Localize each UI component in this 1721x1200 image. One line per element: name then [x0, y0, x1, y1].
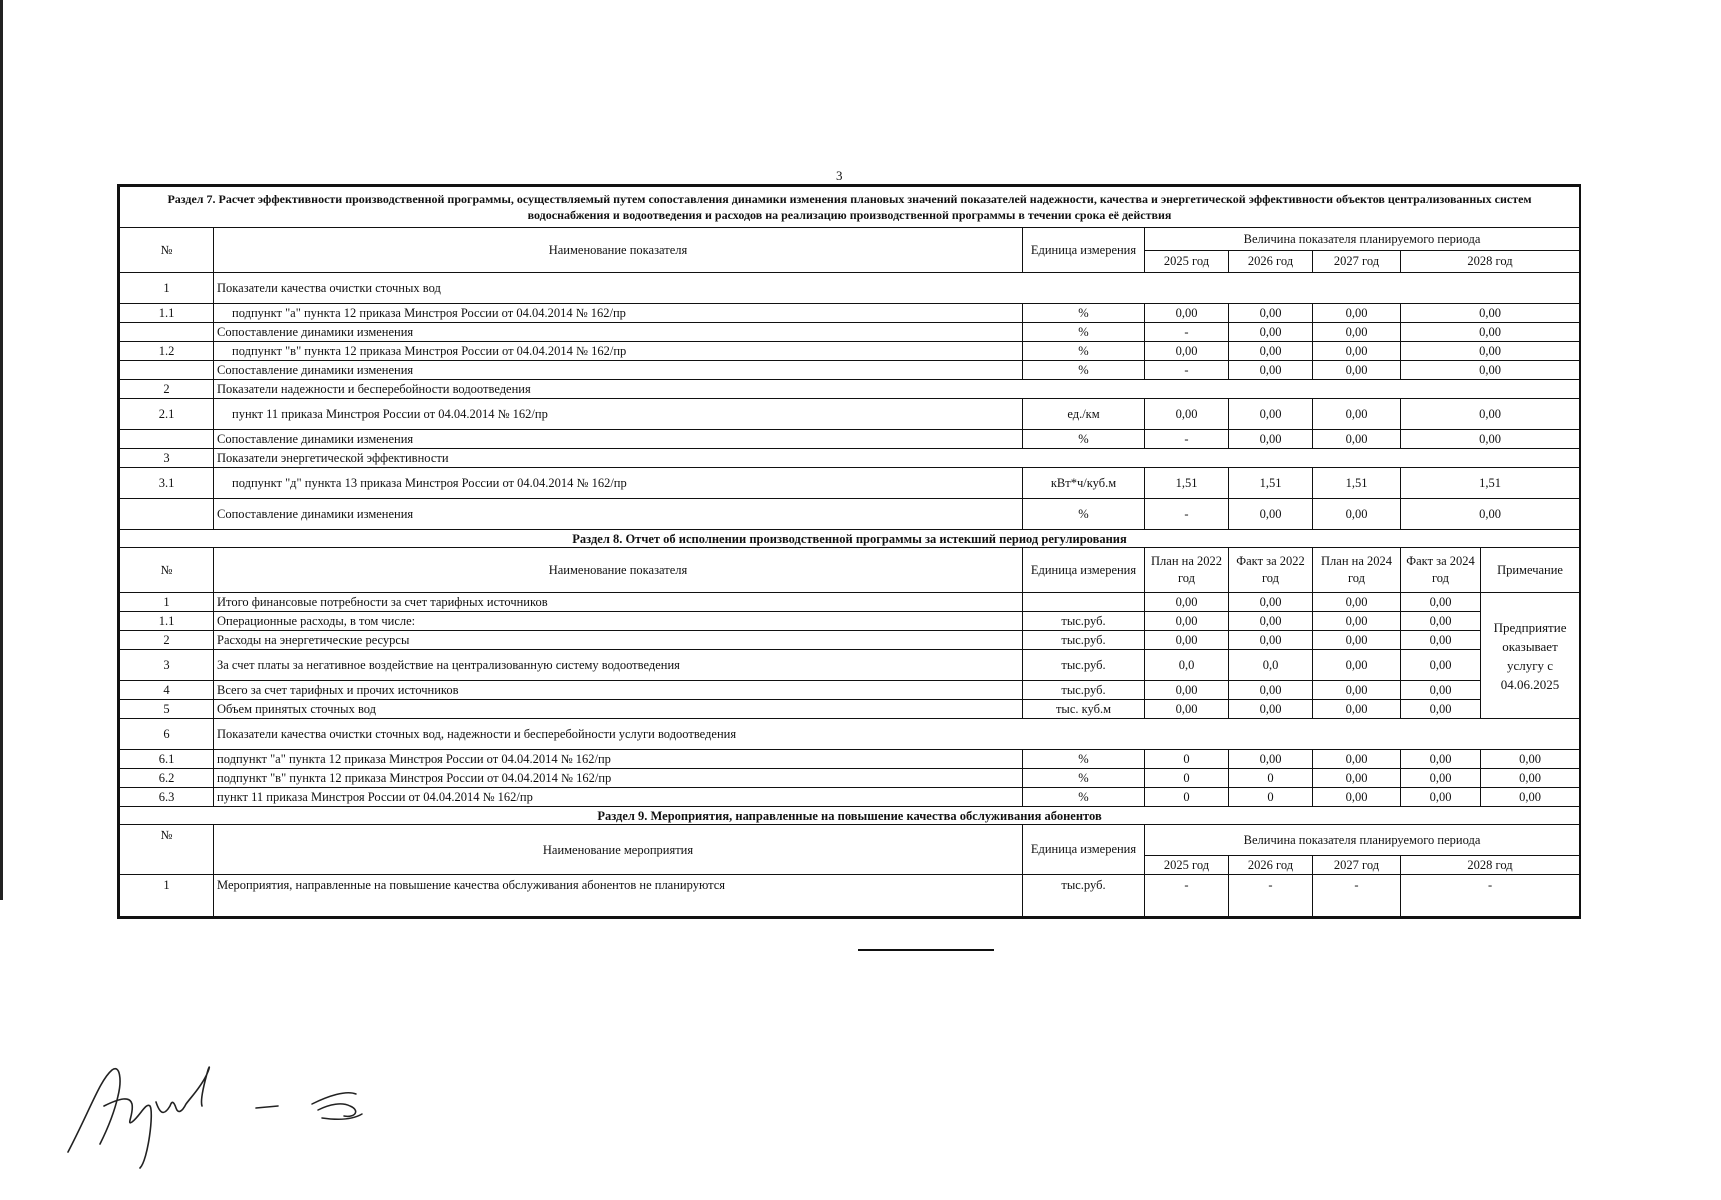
row-unit: тыс.руб. [1023, 612, 1145, 631]
section9-year-2027: 2027 год [1313, 856, 1401, 875]
row-fact-2022: 0,00 [1229, 593, 1313, 612]
table-row [120, 631, 1580, 650]
row-value-2027: 0,00 [1313, 323, 1401, 342]
row-name: Объем принятых сточных вод [214, 700, 1023, 719]
row-value-2027: 0,00 [1313, 399, 1401, 430]
row-no: 1 [120, 273, 214, 304]
row-plan-2024: 0,00 [1313, 750, 1401, 769]
row-value-2027: 1,51 [1313, 468, 1401, 499]
row-value-2027: 0,00 [1313, 304, 1401, 323]
row-unit: тыс.руб. [1023, 875, 1145, 917]
section8-col-fact-2022: Факт за 2022 год [1229, 548, 1313, 593]
row-name: Показатели качества очистки сточных вод, надежности и бесперебойности услуги водоотведения [214, 719, 1580, 750]
row-plan-2024: 0,00 [1313, 593, 1401, 612]
table-row [120, 769, 1580, 788]
row-value-2025: - [1145, 323, 1229, 342]
scan-left-edge [0, 0, 3, 900]
section8-col-name: Наименование показателя [214, 548, 1023, 593]
bottom-rule [858, 949, 994, 951]
row-value-2025: 0,00 [1145, 342, 1229, 361]
row-name: пункт 11 приказа Минстроя России от 04.04.2014 № 162/пр [214, 788, 1023, 807]
section8-col-no: № [120, 548, 214, 593]
row-no: 6.1 [120, 750, 214, 769]
row-no: 2 [120, 380, 214, 399]
row-no: 1 [120, 593, 214, 612]
row-name: Операционные расходы, в том числе: [214, 612, 1023, 631]
row-no: 6.2 [120, 769, 214, 788]
section8-col-plan-2022: План на 2022 год [1145, 548, 1229, 593]
row-plan-2022: 0 [1145, 769, 1229, 788]
row-no: 1.1 [120, 612, 214, 631]
table-row [120, 700, 1580, 719]
row-name: подпункт "а" пункта 12 приказа Минстроя России от 04.04.2014 № 162/пр [214, 304, 1023, 323]
row-no: 6 [120, 719, 214, 750]
row-value-2026: 0,00 [1229, 342, 1313, 361]
table-row [120, 430, 1580, 449]
section7-header-row-1 [120, 228, 1580, 251]
row-plan-2022: 0,00 [1145, 631, 1229, 650]
row-value-2028: 1,51 [1401, 468, 1580, 499]
row-plan-2024: 0,00 [1313, 700, 1401, 719]
row-unit: тыс.руб. [1023, 650, 1145, 681]
row-value-2026: 0,00 [1229, 323, 1313, 342]
row-fact-2024: 0,00 [1401, 650, 1481, 681]
table-row [120, 593, 1580, 612]
row-name: подпункт "в" пункта 12 приказа Минстроя России от 04.04.2014 № 162/пр [214, 342, 1023, 361]
section9-title: Раздел 9. Мероприятия, направленные на повышение качества обслуживания абонентов [120, 807, 1580, 825]
row-no [120, 323, 214, 342]
document-table-frame [117, 184, 1581, 919]
section7-col-unit: Единица измерения [1023, 228, 1145, 273]
row-fact-2022: 0,00 [1229, 631, 1313, 650]
row-fact-2024: 0,00 [1401, 593, 1481, 612]
section7-year-2027: 2027 год [1313, 250, 1401, 273]
row-value-2025: - [1145, 430, 1229, 449]
table-row [120, 361, 1580, 380]
row-name: Показатели качества очистки сточных вод [214, 273, 1580, 304]
row-unit: % [1023, 750, 1145, 769]
table-row [120, 399, 1580, 430]
section7-col-period: Величина показателя планируемого периода [1145, 228, 1580, 251]
row-value-2025: - [1145, 875, 1229, 917]
row-value-2026: 0,00 [1229, 361, 1313, 380]
section8-header-row [120, 548, 1580, 593]
row-value-2027: - [1313, 875, 1401, 917]
row-value-2027: 0,00 [1313, 342, 1401, 361]
row-plan-2022: 0,00 [1145, 681, 1229, 700]
row-value-2025: - [1145, 499, 1229, 530]
row-fact-2022: 0,00 [1229, 681, 1313, 700]
row-plan-2024: 0,00 [1313, 631, 1401, 650]
row-fact-2022: 0,00 [1229, 700, 1313, 719]
row-unit: % [1023, 769, 1145, 788]
row-name: Сопоставление динамики изменения [214, 430, 1023, 449]
row-no: 1.2 [120, 342, 214, 361]
row-fact-2022: 0,00 [1229, 612, 1313, 631]
row-name: Сопоставление динамики изменения [214, 499, 1023, 530]
table-row [120, 650, 1580, 681]
row-value-2028: 0,00 [1401, 342, 1580, 361]
table-row [120, 342, 1580, 361]
table-row [120, 468, 1580, 499]
row-name: подпункт "а" пункта 12 приказа Минстроя России от 04.04.2014 № 162/пр [214, 750, 1023, 769]
row-unit: % [1023, 304, 1145, 323]
row-unit: тыс. куб.м [1023, 700, 1145, 719]
section8-title: Раздел 8. Отчет об исполнении производственной программы за истекший период регулирования [120, 530, 1580, 548]
row-fact-2024: 0,00 [1401, 788, 1481, 807]
row-name: Расходы на энергетические ресурсы [214, 631, 1023, 650]
table-row [120, 681, 1580, 700]
row-unit: % [1023, 361, 1145, 380]
section9-year-2026: 2026 год [1229, 856, 1313, 875]
section8-col-plan-2024: План на 2024 год [1313, 548, 1401, 593]
row-value-2025: 1,51 [1145, 468, 1229, 499]
row-unit: % [1023, 430, 1145, 449]
row-name: Всего за счет тарифных и прочих источников [214, 681, 1023, 700]
row-no: 6.3 [120, 788, 214, 807]
table-row [120, 750, 1580, 769]
section7-title: Раздел 7. Расчет эффективности производственной программы, осуществляемый путем сопоставления динамики изменения плановых значений показателей надежности, качества и энергетической эффективности объектов централизованных систем водоснабжения и водоотведения и расходов на реализацию производственной программы в течении срока её действия [120, 187, 1580, 228]
row-no [120, 361, 214, 380]
row-unit: тыс.руб. [1023, 681, 1145, 700]
handwritten-signature [60, 1040, 420, 1180]
row-no: 3 [120, 650, 214, 681]
row-value-2028: 0,00 [1401, 399, 1580, 430]
row-plan-2022: 0,0 [1145, 650, 1229, 681]
row-name: Итого финансовые потребности за счет тарифных источников [214, 593, 1023, 612]
section9-col-no: № [120, 825, 214, 875]
section7-year-2025: 2025 год [1145, 250, 1229, 273]
row-name: Показатели надежности и бесперебойности водоотведения [214, 380, 1580, 399]
row-plan-2022: 0,00 [1145, 700, 1229, 719]
row-name: пункт 11 приказа Минстроя России от 04.04.2014 № 162/пр [214, 399, 1023, 430]
row-no [120, 430, 214, 449]
row-no: 1 [120, 875, 214, 917]
row-fact-2024: 0,00 [1401, 681, 1481, 700]
row-no: 3 [120, 449, 214, 468]
row-name: Мероприятия, направленные на повышение качества обслуживания абонентов не планируются [214, 875, 1023, 917]
table-row [120, 273, 1580, 304]
row-fact-2024: 0,00 [1401, 612, 1481, 631]
table-row [120, 380, 1580, 399]
row-no: 2.1 [120, 399, 214, 430]
row-name: Сопоставление динамики изменения [214, 361, 1023, 380]
row-name: подпункт "д" пункта 13 приказа Минстроя России от 04.04.2014 № 162/пр [214, 468, 1023, 499]
row-value-2026: 0,00 [1229, 499, 1313, 530]
row-name: За счет платы за негативное воздействие на централизованную систему водоотведения [214, 650, 1023, 681]
row-note: 0,00 [1481, 788, 1580, 807]
section7-year-2026: 2026 год [1229, 250, 1313, 273]
section9-year-2025: 2025 год [1145, 856, 1229, 875]
table-row [120, 788, 1580, 807]
section9-col-unit: Единица измерения [1023, 825, 1145, 875]
row-unit: % [1023, 499, 1145, 530]
row-plan-2024: 0,00 [1313, 769, 1401, 788]
table-row [120, 875, 1580, 917]
row-fact-2024: 0,00 [1401, 769, 1481, 788]
row-unit: % [1023, 788, 1145, 807]
row-value-2028: 0,00 [1401, 499, 1580, 530]
page-number: 3 [836, 168, 843, 183]
section7-title-row [120, 187, 1580, 228]
row-value-2025: 0,00 [1145, 304, 1229, 323]
row-value-2027: 0,00 [1313, 430, 1401, 449]
section8-note: Предприятие оказывает услугу с 04.06.2025 [1481, 593, 1580, 719]
row-fact-2022: 0 [1229, 769, 1313, 788]
row-note: 0,00 [1481, 750, 1580, 769]
row-value-2027: 0,00 [1313, 499, 1401, 530]
row-name: Показатели энергетической эффективности [214, 449, 1580, 468]
row-value-2025: 0,00 [1145, 399, 1229, 430]
row-value-2025: - [1145, 361, 1229, 380]
row-value-2028: 0,00 [1401, 361, 1580, 380]
table-row [120, 612, 1580, 631]
row-plan-2024: 0,00 [1313, 650, 1401, 681]
row-value-2026: 1,51 [1229, 468, 1313, 499]
table-row [120, 719, 1580, 750]
row-value-2026: 0,00 [1229, 304, 1313, 323]
row-fact-2022: 0,00 [1229, 750, 1313, 769]
row-fact-2024: 0,00 [1401, 750, 1481, 769]
row-unit: тыс.руб. [1023, 631, 1145, 650]
section8-col-note: Примечание [1481, 548, 1580, 593]
row-value-2027: 0,00 [1313, 361, 1401, 380]
row-no: 4 [120, 681, 214, 700]
row-name: подпункт "в" пункта 12 приказа Минстроя России от 04.04.2014 № 162/пр [214, 769, 1023, 788]
section7-year-2028: 2028 год [1401, 250, 1580, 273]
row-plan-2024: 0,00 [1313, 612, 1401, 631]
section8-title-row [120, 530, 1580, 548]
row-plan-2024: 0,00 [1313, 681, 1401, 700]
row-note: 0,00 [1481, 769, 1580, 788]
row-value-2026: - [1229, 875, 1313, 917]
row-unit [1023, 593, 1145, 612]
row-plan-2022: 0 [1145, 750, 1229, 769]
row-value-2028: 0,00 [1401, 323, 1580, 342]
row-unit: % [1023, 323, 1145, 342]
section8-col-fact-2024: Факт за 2024 год [1401, 548, 1481, 593]
row-value-2028: 0,00 [1401, 430, 1580, 449]
row-unit: % [1023, 342, 1145, 361]
row-fact-2024: 0,00 [1401, 631, 1481, 650]
row-value-2028: 0,00 [1401, 304, 1580, 323]
row-plan-2022: 0,00 [1145, 612, 1229, 631]
row-no: 1.1 [120, 304, 214, 323]
row-no: 5 [120, 700, 214, 719]
row-no: 2 [120, 631, 214, 650]
row-name: Сопоставление динамики изменения [214, 323, 1023, 342]
row-plan-2022: 0,00 [1145, 593, 1229, 612]
row-fact-2022: 0,0 [1229, 650, 1313, 681]
section7-col-no: № [120, 228, 214, 273]
row-no [120, 499, 214, 530]
section7-col-name: Наименование показателя [214, 228, 1023, 273]
row-unit: ед./км [1023, 399, 1145, 430]
row-fact-2022: 0 [1229, 788, 1313, 807]
row-fact-2024: 0,00 [1401, 700, 1481, 719]
row-plan-2022: 0 [1145, 788, 1229, 807]
section9-title-row [120, 807, 1580, 825]
row-plan-2024: 0,00 [1313, 788, 1401, 807]
section8-col-unit: Единица измерения [1023, 548, 1145, 593]
section9-col-name: Наименование мероприятия [214, 825, 1023, 875]
row-value-2028: - [1401, 875, 1580, 917]
table-row [120, 323, 1580, 342]
row-value-2026: 0,00 [1229, 430, 1313, 449]
table-row [120, 304, 1580, 323]
section9-col-period: Величина показателя планируемого периода [1145, 825, 1580, 856]
table-row [120, 499, 1580, 530]
program-table [119, 186, 1580, 917]
row-value-2026: 0,00 [1229, 399, 1313, 430]
row-unit: кВт*ч/куб.м [1023, 468, 1145, 499]
table-row [120, 449, 1580, 468]
row-no: 3.1 [120, 468, 214, 499]
section9-header-row-1 [120, 825, 1580, 856]
section9-year-2028: 2028 год [1401, 856, 1580, 875]
